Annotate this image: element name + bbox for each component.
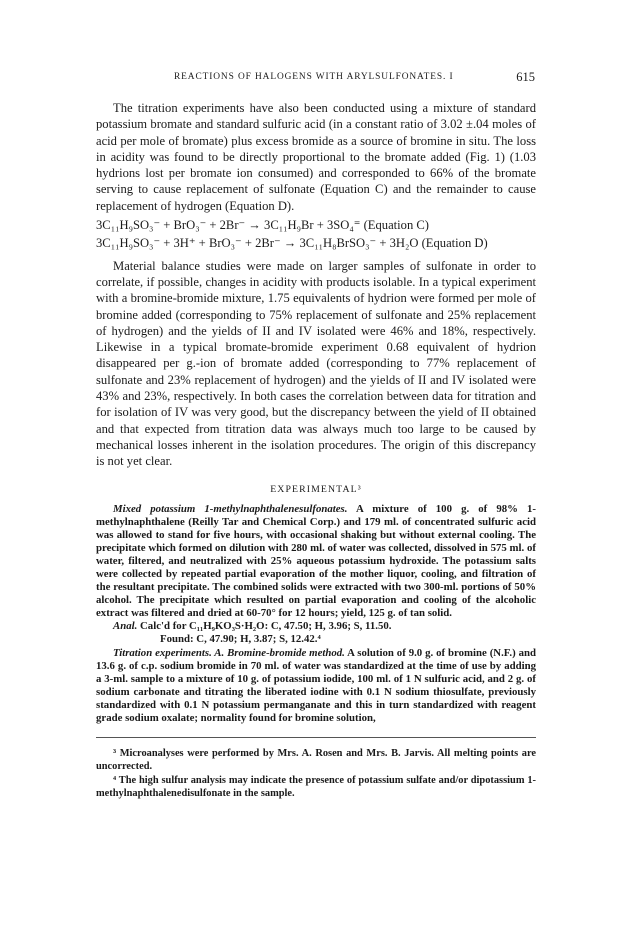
preparation-paragraph xyxy=(96,503,536,621)
intro-paragraph-2: Material balance studies were made on larger samples of sulfonate in order to correlate, if possible, changes in acidity with products isolable. In a typical experiment with a bromine-bromide mixture, 1.75 equivalents of hydrion were formed per mole of bromine added (corresponding to 75% replacement of sulfonate and 25% replacement of hydrogen) and the yields of II and IV isolated were 46% and 18%, respectively. Likewise in a typical bromate-bromide experiment 0.68 equivalent of hydrion disappeared per g.-ion of bromate added (corresponding to 77% replacement of sulfonate and 23% replacement of hydrogen) and the yields of II and IV isolated were 43% and 23%, respectively. In both cases the correlation between data for titration and for isolation of IV was very good, but the discrepancy between the yield of II obtained and that expected from titration data was always much too large to be caused by mechanical losses inherent in the isolation procedures. The origin of this discrepancy is not yet clear. xyxy=(96,258,536,469)
footnote-divider xyxy=(96,737,536,738)
page-body xyxy=(96,100,536,801)
titration-paragraph xyxy=(96,647,536,726)
intro-paragraph-1: The titration experiments have also been conducted using a mixture of standard potassium bromate and standard sulfuric acid (in a constant ratio of 3.02 ±.04 moles of acid per mole of bromate) plus excess bromide as a source of bromine in situ. The loss in acidity was found to be directly proportional to the bromate added (Fig. 1) (1.03 hydrions lost per bromate ion consumed) and corresponded to 66% of the bromate serving to cause replacement of sulfonate (Equation C) and the remainder to cause replacement of hydrogen (Equation D). xyxy=(96,101,536,213)
footnote-3: ³ Microanalyses were performed by Mrs. A. Rosen and Mrs. B. Jarvis. All melting points are uncorrected. xyxy=(96,748,536,773)
page-number: 615 xyxy=(516,70,535,84)
analysis-calculated xyxy=(96,620,536,633)
experimental-heading: EXPERIMENTAL³ xyxy=(270,483,362,495)
preparation-text: A mixture of 100 g. of 98% 1-methylnaphthalene (Reilly Tar and Chemical Corp.) and 179 ml. of concentrated sulfuric acid was allowed to stand for five hours, with occasional shaking but without external cooling. The precipitate which formed on dilution with 280 ml. of water was collected, dissolved in 575 ml. of water, filtered, and neutralized with 25% aqueous potassium hydroxide. The potassium salts were collected by repeated partial evaporation of the mother liquor, cooling, and filtration of the resultant precipitate. The combined solids were extracted with two 300-ml. portions of 50% alcohol. The precipitate which resulted on partial evaporation and cooling of the alcoholic extract was filtered and dried at 60-70° for 12 hours; yield, 125 g. of tan solid. xyxy=(96,502,537,620)
analysis-found: Found: C, 47.90; H, 3.87; S, 12.42.⁴ xyxy=(160,633,321,646)
page-header xyxy=(96,72,535,88)
analysis-calculated-text: Calc'd for C₁₁H₉KO₃S·H₂O: C, 47.50; H, 3.96; S, 11.50. xyxy=(137,620,392,633)
footnote-4: ⁴ The high sulfur analysis may indicate the presence of potassium sulfate and/or dipotassium 1-methylnaphthalenedisulfonate in the sample. xyxy=(96,775,536,800)
titration-title: Titration experiments. A. Bromine-bromide method. xyxy=(113,646,345,659)
equation-c: 3C₁₁H₉SO₃⁻ + BrO₃⁻ + 2Br⁻ → 3C₁₁H₉Br + 3SO₄⁼ (Equation C) xyxy=(96,218,429,233)
running-head: REACTIONS OF HALOGENS WITH ARYLSULFONATES. I xyxy=(174,72,454,82)
analysis-label: Anal. xyxy=(113,620,138,633)
equation-d: 3C₁₁H₉SO₃⁻ + 3H⁺ + BrO₃⁻ + 2Br⁻ → 3C₁₁H₈BrSO₃⁻ + 3H₂O (Equation D) xyxy=(96,236,488,251)
preparation-title: Mixed potassium 1-methylnaphthalenesulfonates. xyxy=(113,502,348,515)
titration-text: A solution of 9.0 g. of bromine (N.F.) and 13.6 g. of c.p. sodium bromide in 70 ml. of water was standardized at the time of use by adding a 3-ml. sample to a mixture of 10 g. of potassium iodide, 100 ml. of 1 N sulfuric acid, and 2 g. of sodium carbonate and titrating the liberated iodine with 0.1 N sodium thiosulfate, previously standardized with 0.1 N potassium permanganate and this in turn standardized with reagent grade sodium oxalate; normality found for bromine solution, xyxy=(96,646,536,725)
